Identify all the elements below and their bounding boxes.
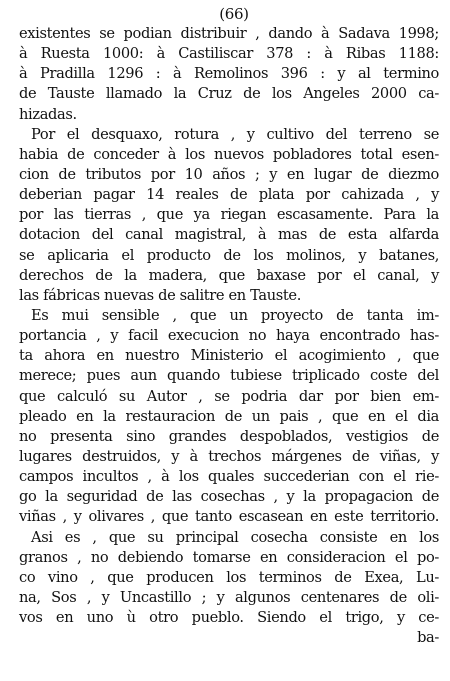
page-number: (66) xyxy=(219,5,249,23)
text-line: Es mui sensible , que un proyecto de tanta im- xyxy=(31,306,439,324)
text-line: na, Sos , y Uncastillo ; y algunos centenares de oli- xyxy=(19,588,439,606)
text-line: Por el desquaxo, rotura , y cultivo del terreno se xyxy=(31,125,439,143)
text-line: Asi es , que su principal cosecha consiste en los xyxy=(31,528,439,546)
text-line: hizadas. xyxy=(19,105,77,123)
text-line: dotacion del canal magistral, à mas de esta alfarda xyxy=(19,226,439,244)
text-line: no presenta sino grandes despoblados, vestigios de xyxy=(19,427,439,445)
text-line: ta ahora en nuestro Ministerio el acogimiento , que xyxy=(19,347,439,365)
text-line: cion de tributos por 10 años ; y en lugar de diezmo xyxy=(19,165,439,183)
text-line: merece; pues aun quando tubiese triplicado coste del xyxy=(19,367,439,385)
text-line: granos , no debiendo tomarse en consideracion el po- xyxy=(19,548,439,566)
text-line: portancia , y facil execucion no haya encontrado has- xyxy=(19,327,439,345)
text-line: à Ruesta 1000: à Castiliscar 378 : à Ribas 1188: xyxy=(19,45,439,63)
text-line: existentes se podian distribuir , dando à Sadava 1998; xyxy=(19,25,439,42)
book-page xyxy=(19,4,439,648)
text-line: habia de conceder à los nuevos pobladores total esen- xyxy=(19,145,439,163)
text-line: viñas , y olivares , que tanto escasean en este territorio. xyxy=(19,508,439,526)
text-line: à Pradilla 1296 : à Remolinos 396 : y al termino xyxy=(19,65,439,83)
page-text xyxy=(19,24,439,628)
text-line: go la seguridad de las cosechas , y la propagacion de xyxy=(19,488,439,506)
text-line: co vino , que producen los terminos de Exea, Lu- xyxy=(19,568,439,586)
catchword: ba- xyxy=(417,629,439,647)
text-line: que calculó su Autor , se podria dar por bien em- xyxy=(19,387,439,405)
text-line: lugares destruidos, y à trechos márgenes de viñas, y xyxy=(19,447,439,465)
text-line: derechos de la madera, que baxase por el canal, y xyxy=(19,266,439,284)
text-line: de Tauste llamado la Cruz de los Angeles 2000 ca- xyxy=(19,85,439,103)
text-line: las fábricas nuevas de salitre en Tauste. xyxy=(19,286,302,304)
text-line: deberian pagar 14 reales de plata por cahizada , y xyxy=(19,186,439,204)
text-line: pleado en la restauracion de un pais , que en el dia xyxy=(19,407,439,425)
text-line: por las tierras , que ya riegan escasamente. Para la xyxy=(19,206,439,224)
text-line: vos en uno ù otro pueblo. Siendo el trigo, y ce- xyxy=(19,609,439,627)
text-line: se aplicaria el producto de los molinos, y batanes, xyxy=(19,246,439,264)
text-line: campos incultos , à los quales succederian con el rie- xyxy=(19,468,439,486)
